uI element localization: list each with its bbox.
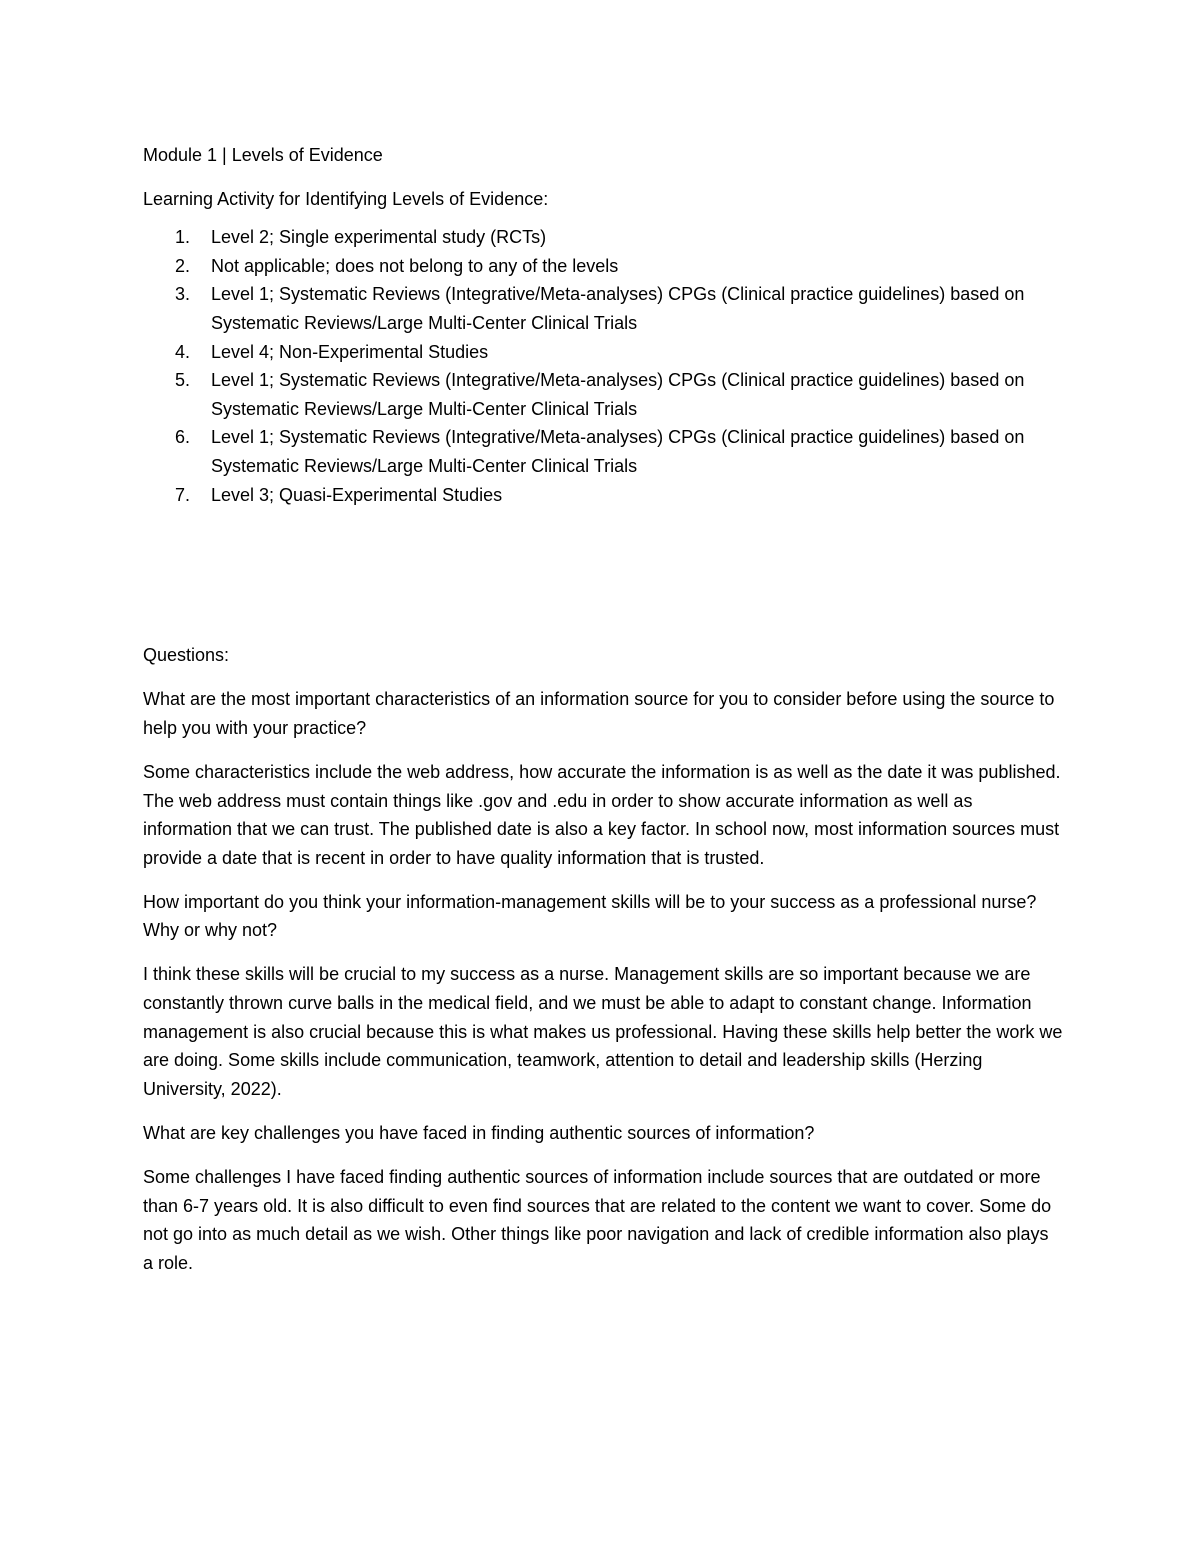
list-item-text: Level 3; Quasi-Experimental Studies <box>211 484 503 505</box>
question-text: How important do you think your information-management skills will be to your success as a professional nurse? Why or why not? <box>143 891 1037 941</box>
activity-heading: Learning Activity for Identifying Levels of Evidence: <box>143 189 549 210</box>
list-item-number: 4. <box>175 341 191 362</box>
answer-text: Some challenges I have faced finding authentic sources of information include sources that are outdated or more than 6-7 years old. It is also difficult to even find sources that are related to the content we want to cover. Some do not go into as much detail as we wish. Other things like poor navigation and lack of credible information also plays a role. <box>143 1167 1052 1273</box>
list-item-number: 1. <box>175 227 191 248</box>
list-item-text: Not applicable; does not belong to any of the levels <box>211 255 619 276</box>
questions-heading: Questions: <box>143 645 230 666</box>
list-item <box>143 366 1063 423</box>
list-item-text: Level 1; Systematic Reviews (Integrative/Meta-analyses) CPGs (Clinical practice guidelines) based on Systematic Reviews/Large Multi-Center Clinical Trials <box>211 284 1025 333</box>
blank-space <box>143 509 1063 641</box>
list-item-number: 3. <box>175 284 191 305</box>
list-item-text: Level 4; Non-Experimental Studies <box>211 341 489 362</box>
list-item <box>143 280 1063 337</box>
list-item <box>143 338 1063 367</box>
question-text: What are key challenges you have faced in finding authentic sources of information? <box>143 1122 815 1143</box>
document-title: Module 1 | Levels of Evidence <box>143 145 383 165</box>
list-item-number: 6. <box>175 427 191 448</box>
answer-text: I think these skills will be crucial to my success as a nurse. Management skills are so important because we are constantly thrown curve balls in the medical field, and we must be able to adapt to constant change. Information management is also crucial because this is what makes us professional. Having these skills help better the work we are doing. Some skills include communication, teamwork, attention to detail and leadership skills (Herzing University, 2022). <box>143 964 1063 1099</box>
list-item-number: 2. <box>175 255 191 276</box>
list-item-text: Level 1; Systematic Reviews (Integrative/Meta-analyses) CPGs (Clinical practice guidelines) based on Systematic Reviews/Large Multi-Center Clinical Trials <box>211 370 1025 419</box>
list-item <box>143 223 1063 252</box>
list-item-text: Level 1; Systematic Reviews (Integrative/Meta-analyses) CPGs (Clinical practice guidelines) based on Systematic Reviews/Large Multi-Center Clinical Trials <box>211 427 1025 476</box>
question-text: What are the most important characteristics of an information source for you to consider before using the source to help you with your practice? <box>143 689 1055 738</box>
answers-list <box>143 223 1063 509</box>
answer-text: Some characteristics include the web address, how accurate the information is as well as the date it was published. The web address must contain things like .gov and .edu in order to show accurate information as well as information that we can trust. The published date is also a key factor. In school now, most information sources must provide a date that is recent in order to have quality information that is trusted. <box>143 761 1061 868</box>
document-body <box>143 141 1063 1293</box>
list-item <box>143 481 1063 510</box>
list-item-number: 7. <box>175 484 191 505</box>
list-item-text: Level 2; Single experimental study (RCTs) <box>211 227 547 248</box>
list-item <box>143 252 1063 281</box>
list-item <box>143 423 1063 480</box>
list-item-number: 5. <box>175 370 191 391</box>
